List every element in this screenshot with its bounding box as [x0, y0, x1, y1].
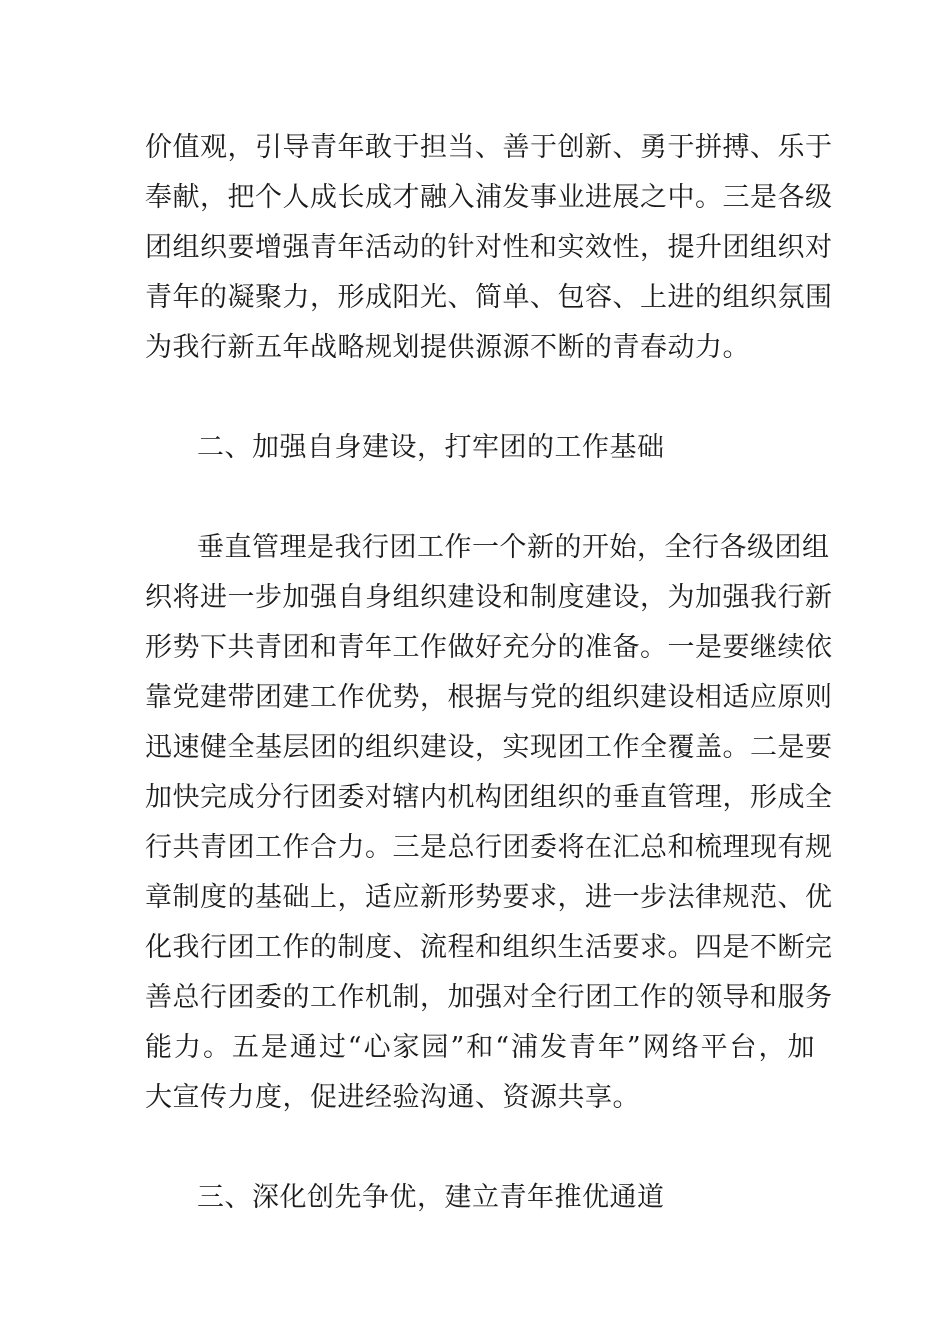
paragraph-line: 章制度的基础上，适应新形势要求，进一步法律规范、优: [145, 882, 833, 913]
paragraph-line: 价值观，引导青年敢于担当、善于创新、勇于拼搏、乐于: [145, 132, 833, 163]
paragraph-line: 化我行团工作的制度、流程和组织生活要求。四是不断完: [145, 932, 833, 963]
paragraph-line: 奉献，把个人成长成才融入浦发事业进展之中。三是各级: [145, 182, 833, 213]
paragraph-line: 织将进一步加强自身组织建设和制度建设，为加强我行新: [145, 582, 833, 613]
paragraph-line: 迅速健全基层团的组织建设，实现团工作全覆盖。二是要: [145, 732, 833, 763]
paragraph-line: 善总行团委的工作机制，加强对全行团工作的领导和服务: [145, 982, 833, 1013]
paragraph-line: 垂直管理是我行团工作一个新的开始，全行各级团组: [197, 532, 830, 563]
paragraph-line: 团组织要增强青年活动的针对性和实效性，提升团组织对: [145, 232, 833, 263]
paragraph-line: 加快完成分行团委对辖内机构团组织的垂直管理，形成全: [145, 782, 833, 813]
section-heading: 三、深化创先争优，建立青年推优通道: [197, 1182, 665, 1213]
paragraph-line: 行共青团工作合力。三是总行团委将在汇总和梳理现有规: [145, 832, 833, 863]
section-heading: 二、加强自身建设，打牢团的工作基础: [197, 432, 665, 463]
paragraph-line: 形势下共青团和青年工作做好充分的准备。一是要继续依: [145, 632, 833, 663]
paragraph-line: 能力。五是通过“心家园”和“浦发青年”网络平台，加: [145, 1032, 815, 1063]
paragraph-line: 大宣传力度，促进经验沟通、资源共享。: [145, 1082, 640, 1113]
paragraph-line: 为我行新五年战略规划提供源源不断的青春动力。: [145, 332, 750, 363]
paragraph-line: 靠党建带团建工作优势，根据与党的组织建设相适应原则: [145, 682, 833, 713]
paragraph-line: 青年的凝聚力，形成阳光、简单、包容、上进的组织氛围: [145, 282, 833, 313]
